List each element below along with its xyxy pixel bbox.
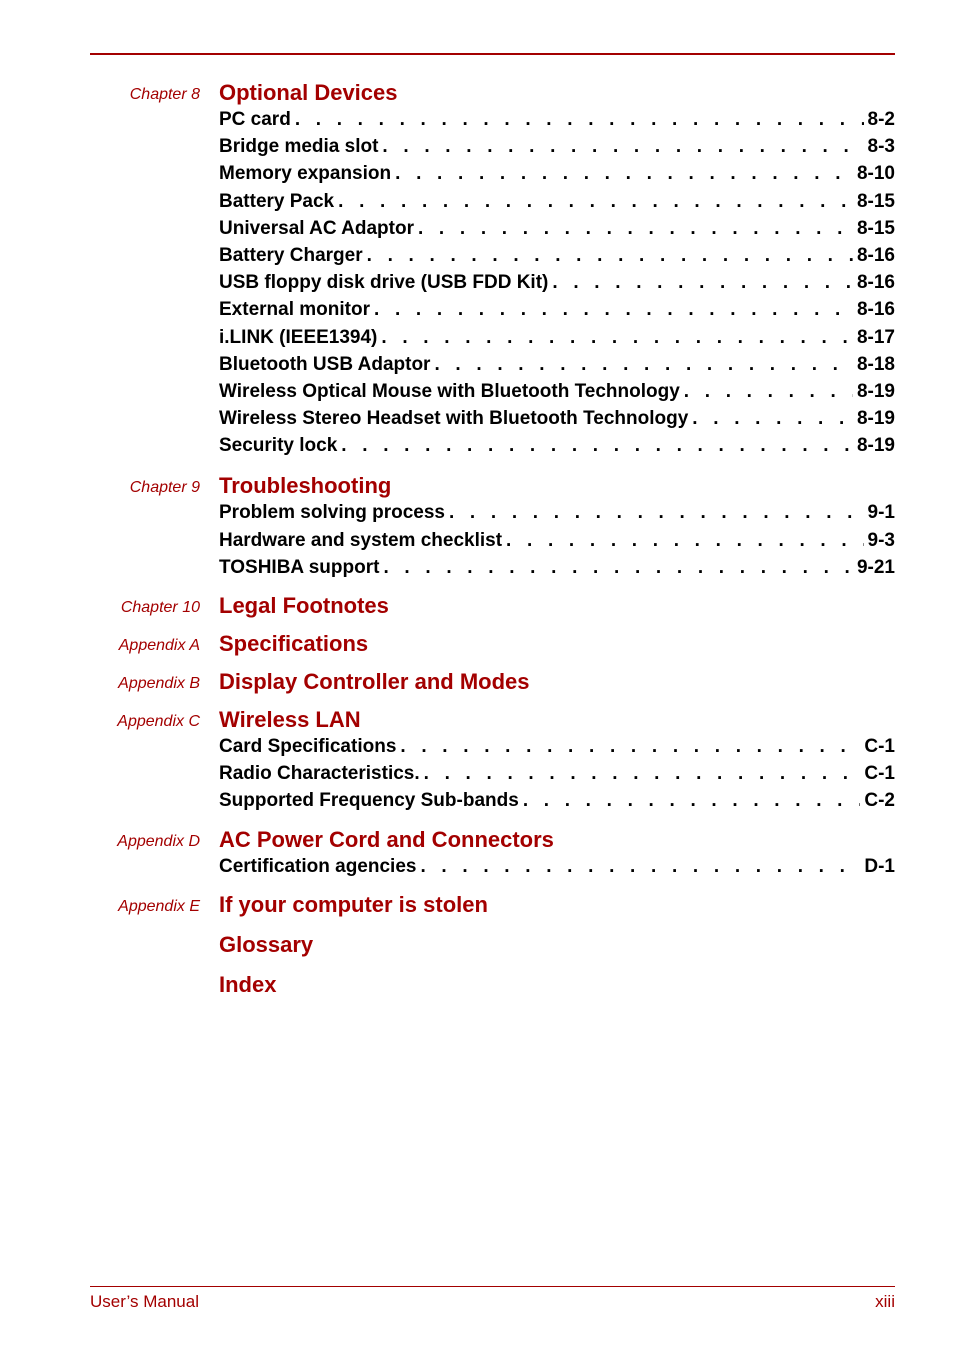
entry-page-number: 8-19	[856, 435, 895, 457]
toc-section	[0, 472, 954, 581]
entry-title: Radio Characteristics.	[219, 763, 420, 785]
toc-entry[interactable]	[219, 733, 895, 760]
entry-title: Certification agencies	[219, 855, 417, 877]
toc-entry[interactable]	[219, 853, 895, 880]
entry-title: Problem solving process	[219, 502, 445, 524]
entry-page-number: C-1	[864, 736, 895, 757]
toc-entry[interactable]	[219, 269, 895, 296]
entry-title: Card Specifications	[219, 736, 397, 757]
table-of-contents	[0, 79, 954, 998]
footer-manual-title: User’s Manual	[90, 1292, 199, 1311]
section-label: Appendix A	[118, 637, 200, 654]
dot-leader	[420, 760, 861, 787]
entry-page-number: 9-3	[867, 529, 895, 551]
toc-entry[interactable]	[219, 760, 895, 787]
section-title[interactable]: Display Controller and Modes	[219, 669, 530, 694]
section-title[interactable]: Troubleshooting	[219, 473, 392, 499]
toc-section	[0, 826, 954, 880]
toc-entry[interactable]	[219, 405, 895, 432]
entry-page-number: 9-1	[867, 502, 895, 524]
entry-title: Hardware and system checklist	[219, 529, 503, 551]
dot-leader	[377, 324, 853, 351]
section-title[interactable]: Glossary	[219, 931, 314, 957]
entry-title: Battery Charger	[219, 244, 363, 266]
entry-page-number: 9-21	[856, 556, 895, 578]
entry-title: Wireless Stereo Headset with Bluetooth Technology	[219, 408, 689, 430]
entry-page-number: 8-15	[856, 190, 895, 212]
section-title[interactable]: Legal Footnotes	[219, 593, 389, 618]
entry-page-number: 8-17	[856, 326, 895, 348]
entry-page-number: 8-16	[856, 244, 895, 266]
section-label: Appendix D	[117, 832, 200, 850]
entry-page-number: 8-16	[856, 272, 895, 294]
entry-page-number: 8-3	[867, 136, 895, 158]
toc-entry[interactable]	[219, 499, 895, 526]
toc-section	[0, 668, 954, 695]
entry-page-number: 8-15	[856, 217, 895, 239]
entry-title: Supported Frequency Sub-bands	[219, 790, 519, 812]
entry-page-number: 8-2	[867, 109, 895, 130]
entry-page-number: 8-19	[856, 380, 895, 402]
toc-section	[0, 971, 954, 998]
toc-entry[interactable]	[219, 160, 895, 187]
dot-leader	[416, 853, 860, 880]
footer-rule	[90, 1286, 895, 1287]
dot-leader	[379, 554, 853, 581]
entry-page-number: 8-10	[856, 163, 895, 185]
dot-leader	[378, 133, 863, 160]
toc-entry-list	[0, 733, 954, 815]
dot-leader	[334, 188, 853, 215]
dot-leader	[680, 378, 853, 405]
entry-title: TOSHIBA support	[219, 556, 380, 578]
toc-entry-list	[0, 106, 954, 459]
section-title[interactable]: Index	[219, 971, 277, 997]
dot-leader	[396, 733, 860, 760]
section-title[interactable]: Specifications	[219, 631, 369, 656]
toc-entry[interactable]	[219, 133, 895, 160]
section-label: Chapter 8	[129, 86, 200, 103]
toc-entry[interactable]	[219, 242, 895, 269]
dot-leader	[291, 106, 864, 133]
entry-title: Bridge media slot	[219, 136, 379, 158]
section-title[interactable]: Optional Devices	[219, 80, 398, 105]
toc-section	[0, 630, 954, 657]
header-rule	[90, 53, 895, 55]
toc-entry[interactable]	[219, 432, 895, 459]
toc-entry[interactable]	[219, 296, 895, 323]
entry-title: Universal AC Adaptor	[219, 217, 414, 239]
toc-entry[interactable]	[219, 527, 895, 554]
entry-page-number: D-1	[864, 855, 895, 877]
dot-leader	[363, 242, 853, 269]
toc-entry[interactable]	[219, 106, 895, 133]
dot-leader	[519, 787, 861, 814]
dot-leader	[688, 405, 853, 432]
entry-title: USB floppy disk drive (USB FDD Kit)	[219, 272, 549, 294]
toc-entry[interactable]	[219, 188, 895, 215]
section-label: Appendix C	[117, 713, 200, 730]
section-label: Chapter 9	[129, 479, 200, 497]
entry-title: PC card	[219, 109, 291, 130]
toc-entry[interactable]	[219, 554, 895, 581]
section-title[interactable]: If your computer is stolen	[219, 891, 488, 917]
toc-entry[interactable]	[219, 351, 895, 378]
toc-section	[0, 592, 954, 619]
entry-title: Bluetooth USB Adaptor	[219, 353, 431, 375]
dot-leader	[548, 269, 853, 296]
entry-title: Wireless Optical Mouse with Bluetooth Technology	[219, 380, 680, 402]
entry-title: External monitor	[219, 299, 370, 321]
toc-section	[0, 79, 954, 459]
dot-leader	[414, 215, 853, 242]
section-label: Appendix E	[118, 897, 200, 915]
toc-entry[interactable]	[219, 215, 895, 242]
toc-section	[0, 706, 954, 815]
dot-leader	[502, 527, 864, 554]
toc-entry-list	[0, 499, 954, 581]
toc-entry[interactable]	[219, 378, 895, 405]
entry-page-number: C-2	[864, 790, 895, 812]
footer-page-number: xiii	[875, 1292, 895, 1311]
dot-leader	[370, 296, 853, 323]
toc-entry-list	[0, 853, 954, 880]
section-title[interactable]: AC Power Cord and Connectors	[219, 826, 554, 852]
entry-page-number: C-1	[864, 763, 895, 785]
dot-leader	[337, 432, 853, 459]
toc-entry[interactable]	[219, 324, 895, 351]
section-label: Appendix B	[118, 675, 200, 692]
dot-leader	[445, 499, 864, 526]
section-title[interactable]: Wireless LAN	[219, 707, 361, 732]
dot-leader	[430, 351, 853, 378]
entry-page-number: 8-19	[856, 408, 895, 430]
entry-title: Memory expansion	[219, 163, 392, 185]
toc-entry[interactable]	[219, 787, 895, 814]
entry-title: Security lock	[219, 435, 338, 457]
entry-page-number: 8-18	[856, 353, 895, 375]
toc-section	[0, 931, 954, 958]
entry-title: i.LINK (IEEE1394)	[219, 326, 378, 348]
toc-section	[0, 891, 954, 918]
entry-page-number: 8-16	[856, 299, 895, 321]
dot-leader	[391, 160, 853, 187]
entry-title: Battery Pack	[219, 190, 335, 212]
section-label: Chapter 10	[120, 599, 200, 616]
